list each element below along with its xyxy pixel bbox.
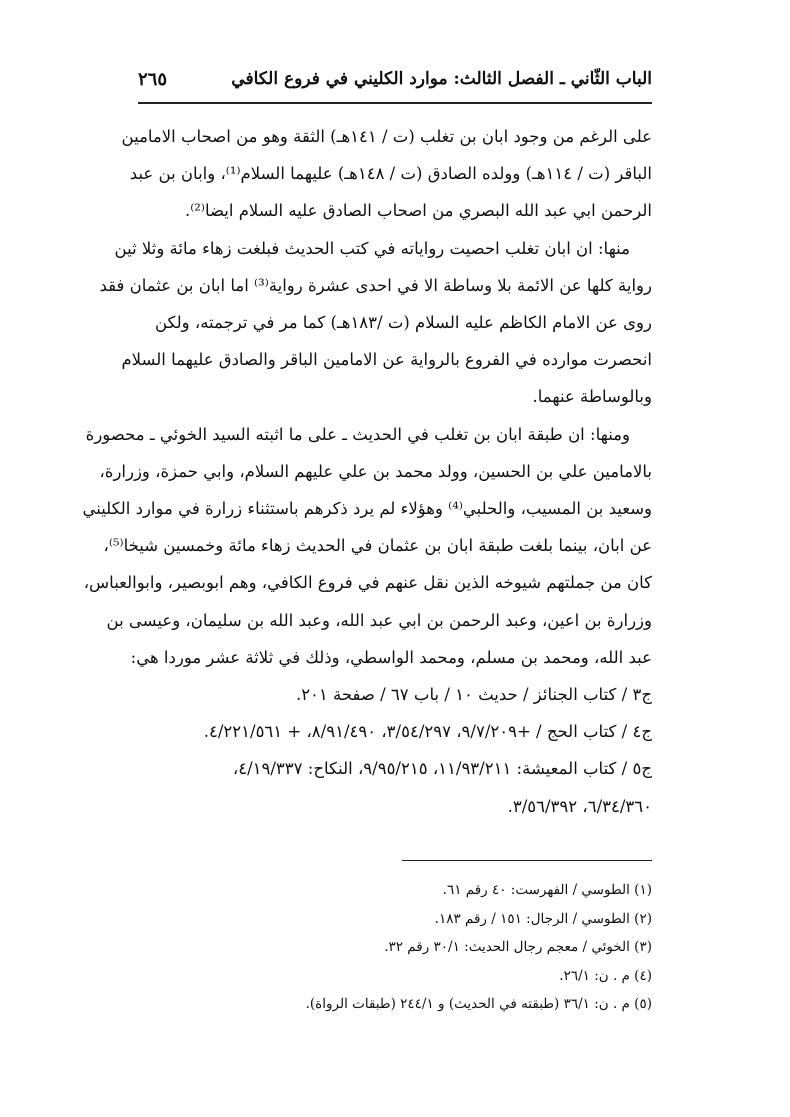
reference-line: ج٤ / كتاب الحج / +٩/٧/٢٠٩، ٣/٥٤/٢٩٧، ٨/٩١/٤٩٠، + ٤/٢٢١/٥٦١. bbox=[203, 722, 652, 742]
paragraph-3 bbox=[82, 416, 652, 825]
text-line: الباقر (ت / ١١٤هـ) وولده الصادق (ت / ١٤٨هـ) عليهما السلام⁽¹⁾، وابان بن عبد bbox=[129, 164, 652, 184]
header-divider bbox=[138, 102, 652, 104]
footnote-4: (٤) م . ن: ٢٦/١. bbox=[559, 967, 652, 984]
text-line: منها: ان ابان تغلب احصيت رواياته في كتب الحديث فبلغت زهاء مائة وثلا ثين bbox=[114, 238, 630, 258]
chapter-title: الباب الثّاني ـ الفصل الثالث: موارد الكليني في فروع الكافي bbox=[231, 69, 652, 89]
text-line: عبد الله، ومحمد بن مسلم، ومحمد الواسطي، وذلك في ثلاثة عشر موردا هي: bbox=[130, 647, 652, 667]
text-line: بالامامين علي بن الحسين، وولد محمد بن علي عليهم السلام، وابي حمزة، وزرارة، bbox=[99, 461, 652, 481]
main-text bbox=[82, 118, 652, 825]
text-line: عن ابان، بينما بلغت طبقة ابان بن عثمان في الحديث زهاء مائة وخمسين شيخا⁽⁵⁾، bbox=[103, 536, 652, 556]
text-line: وبالوساطة عنهما. bbox=[532, 387, 652, 407]
reference-line: ج٣ / كتاب الجنائز / حديث ١٠ / باب ٦٧ / صفحة ٢٠١. bbox=[295, 685, 652, 705]
paragraph-1 bbox=[121, 118, 652, 230]
text-line: على الرغم من وجود ابان بن تغلب (ت / ١٤١هـ) الثقة وهو من اصحاب الامامين bbox=[121, 127, 652, 146]
footnote-1: (١) الطوسي / الفهرست: ٤٠ رقم ٦١. bbox=[442, 882, 652, 898]
footnote-5: (٥) م . ن: ٣٦/١ (طبقته في الحديث) و ٢٤٤/١ (طبقات الرواة). bbox=[305, 996, 652, 1012]
footnotes bbox=[138, 876, 652, 1019]
text-line: روى عن الامام الكاظم عليه السلام (ت /١٨٣هـ) كما مر في ترجمته، ولكن bbox=[154, 313, 652, 333]
footnote-divider bbox=[402, 860, 652, 861]
paragraph-2 bbox=[99, 230, 652, 416]
footnote-2: (٢) الطوسي / الرجال: ١٥١ / رقم ١٨٣. bbox=[434, 910, 652, 927]
text-line: وزرارة بن اعين، وعبد الرحمن بن ابي عبد الله، وعبد الله بن سليمان، وعيسى بن bbox=[106, 610, 652, 630]
text-line: انحصرت موارده في الفروع بالرواية عن الامامين الباقر والصادق عليهما السلام bbox=[121, 350, 652, 370]
text-line: رواية كلها عن الائمة بلا وساطة الا في احدى عشرة رواية⁽³⁾ اما ابان بن عثمان فقد bbox=[99, 275, 652, 295]
text-line: الرحمن ابي عبد الله البصري من اصحاب الصادق عليه السلام ايضا⁽²⁾. bbox=[184, 201, 652, 221]
footnote-3: (٣) الخوئي / معجم رجال الحديث: ٣٠/١ رقم ٣٢. bbox=[384, 939, 652, 955]
reference-line: ٦/٣٤/٣٦٠، ٣/٥٦/٣٩٢. bbox=[507, 796, 652, 816]
running-header bbox=[138, 62, 652, 96]
text-line: وسعيد بن المسيب، والحلبي⁽⁴⁾ وهؤلاء لم يرد ذكرهم باستثناء زرارة في موارد الكليني bbox=[82, 499, 652, 519]
reference-line: ج٥ / كتاب المعيشة: ١١/٩٣/٢١١، ٩/٩٥/٢١٥، النكاح: ٤/١٩/٣٣٧، bbox=[232, 759, 652, 779]
page-number: ٢٦٥ bbox=[138, 68, 168, 90]
text-line: كان من جملتهم شيوخه الذين نقل عنهم في فروع الكافي، وهم ابوبصير، وابوالعباس، bbox=[83, 573, 652, 593]
text-line: ومنها: ان طبقة ابان بن تغلب في الحديث ـ على ما اثبته السيد الخوئي ـ محصورة bbox=[85, 424, 630, 444]
